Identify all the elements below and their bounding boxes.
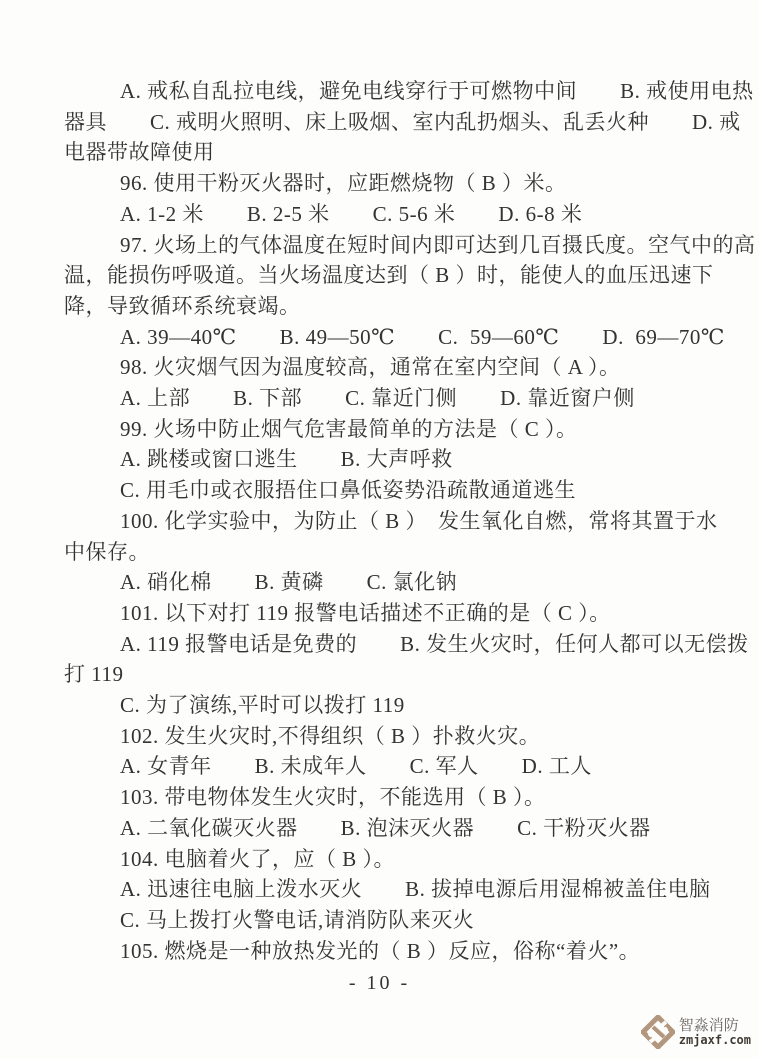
document-lines — [64, 76, 756, 966]
document-line: A. 硝化棉 B. 黄磷 C. 氯化钠 — [120, 570, 458, 595]
document-line: A. 119 报警电话是免费的 B. 发生火灾时，任何人都可以无偿拨 — [120, 631, 749, 656]
page-number: - 10 - — [348, 972, 411, 994]
watermark-brand: 智淼消防 — [678, 1016, 739, 1034]
document-line: 102. 发生火灾时,不得组织（ B ）扑救火灾。 — [120, 723, 541, 748]
document-line: 100. 化学实验中，为防止（ B ） 发生氧化自燃，常将其置于水 — [120, 508, 718, 533]
document-line: A. 上部 B. 下部 C. 靠近门侧 D. 靠近窗户侧 — [120, 386, 635, 411]
zhimiao-logo-icon — [641, 1015, 675, 1049]
document-line: 98. 火灾烟气因为温度较高，通常在室内空间（ A ）。 — [120, 355, 621, 380]
document-line: A. 女青年 B. 未成年人 C. 军人 D. 工人 — [120, 754, 592, 779]
document-line: 温，能损伤呼吸道。当火场温度达到（ B ）时，能使人的血压迅速下 — [64, 263, 714, 288]
document-line: 101. 以下对打 119 报警电话描述不正确的是（ C ）。 — [120, 600, 611, 625]
document-line: A. 二氧化碳灭火器 B. 泡沫灭火器 C. 干粉灭火器 — [120, 815, 651, 840]
document-line: 器具 C. 戒明火照明、床上吸烟、室内乱扔烟头、乱丢火种 D. 戒 — [64, 109, 741, 134]
document-line: 打 119 — [64, 662, 124, 687]
document-line: A. 1-2 米 B. 2-5 米 C. 5-6 米 D. 6-8 米 — [120, 201, 583, 226]
document-line: 99. 火场中防止烟气危害最简单的方法是（ C ）。 — [120, 416, 578, 441]
watermark — [641, 1015, 755, 1049]
document-line: C. 为了演练,平时可以拨打 119 — [120, 693, 405, 718]
document-line: 降，导致循环系统衰竭。 — [64, 293, 301, 318]
watermark-domain: zmjaxf.com — [678, 1032, 751, 1047]
document-line: C. 马上拨打火警电话,请消防队来灭火 — [120, 907, 475, 932]
document-line: A. 39—40℃ B. 49—50℃ C. 59—60℃ D. 69—70℃ — [120, 324, 725, 349]
document-line: 103. 带电物体发生火灾时，不能选用（ B ）。 — [120, 785, 546, 810]
document-line: 104. 电脑着火了，应（ B ）。 — [120, 846, 396, 871]
document-line: 105. 燃烧是一种放热发光的（ B ）反应，俗称“着火”。 — [120, 938, 641, 963]
document-line: 96. 使用干粉灭火器时，应距燃烧物（ B ）米。 — [120, 171, 567, 196]
document-line: 电器带故障使用 — [64, 140, 215, 165]
document-line: A. 迅速往电脑上泼水灭火 B. 拔掉电源后用湿棉被盖住电脑 — [120, 877, 711, 902]
document-line: 97. 火场上的气体温度在短时间内即可达到几百摄氏度。空气中的高 — [120, 232, 756, 257]
document-line: 中保存。 — [64, 539, 150, 564]
document-line: C. 用毛巾或衣服捂住口鼻低姿势沿疏散通道逃生 — [120, 478, 577, 503]
document-line: A. 跳楼或窗口逃生 B. 大声呼救 — [120, 447, 453, 472]
watermark-text — [679, 1018, 751, 1046]
document-line: A. 戒私自乱拉电线，避免电线穿行于可燃物中间 B. 戒使用电热 — [120, 79, 754, 103]
